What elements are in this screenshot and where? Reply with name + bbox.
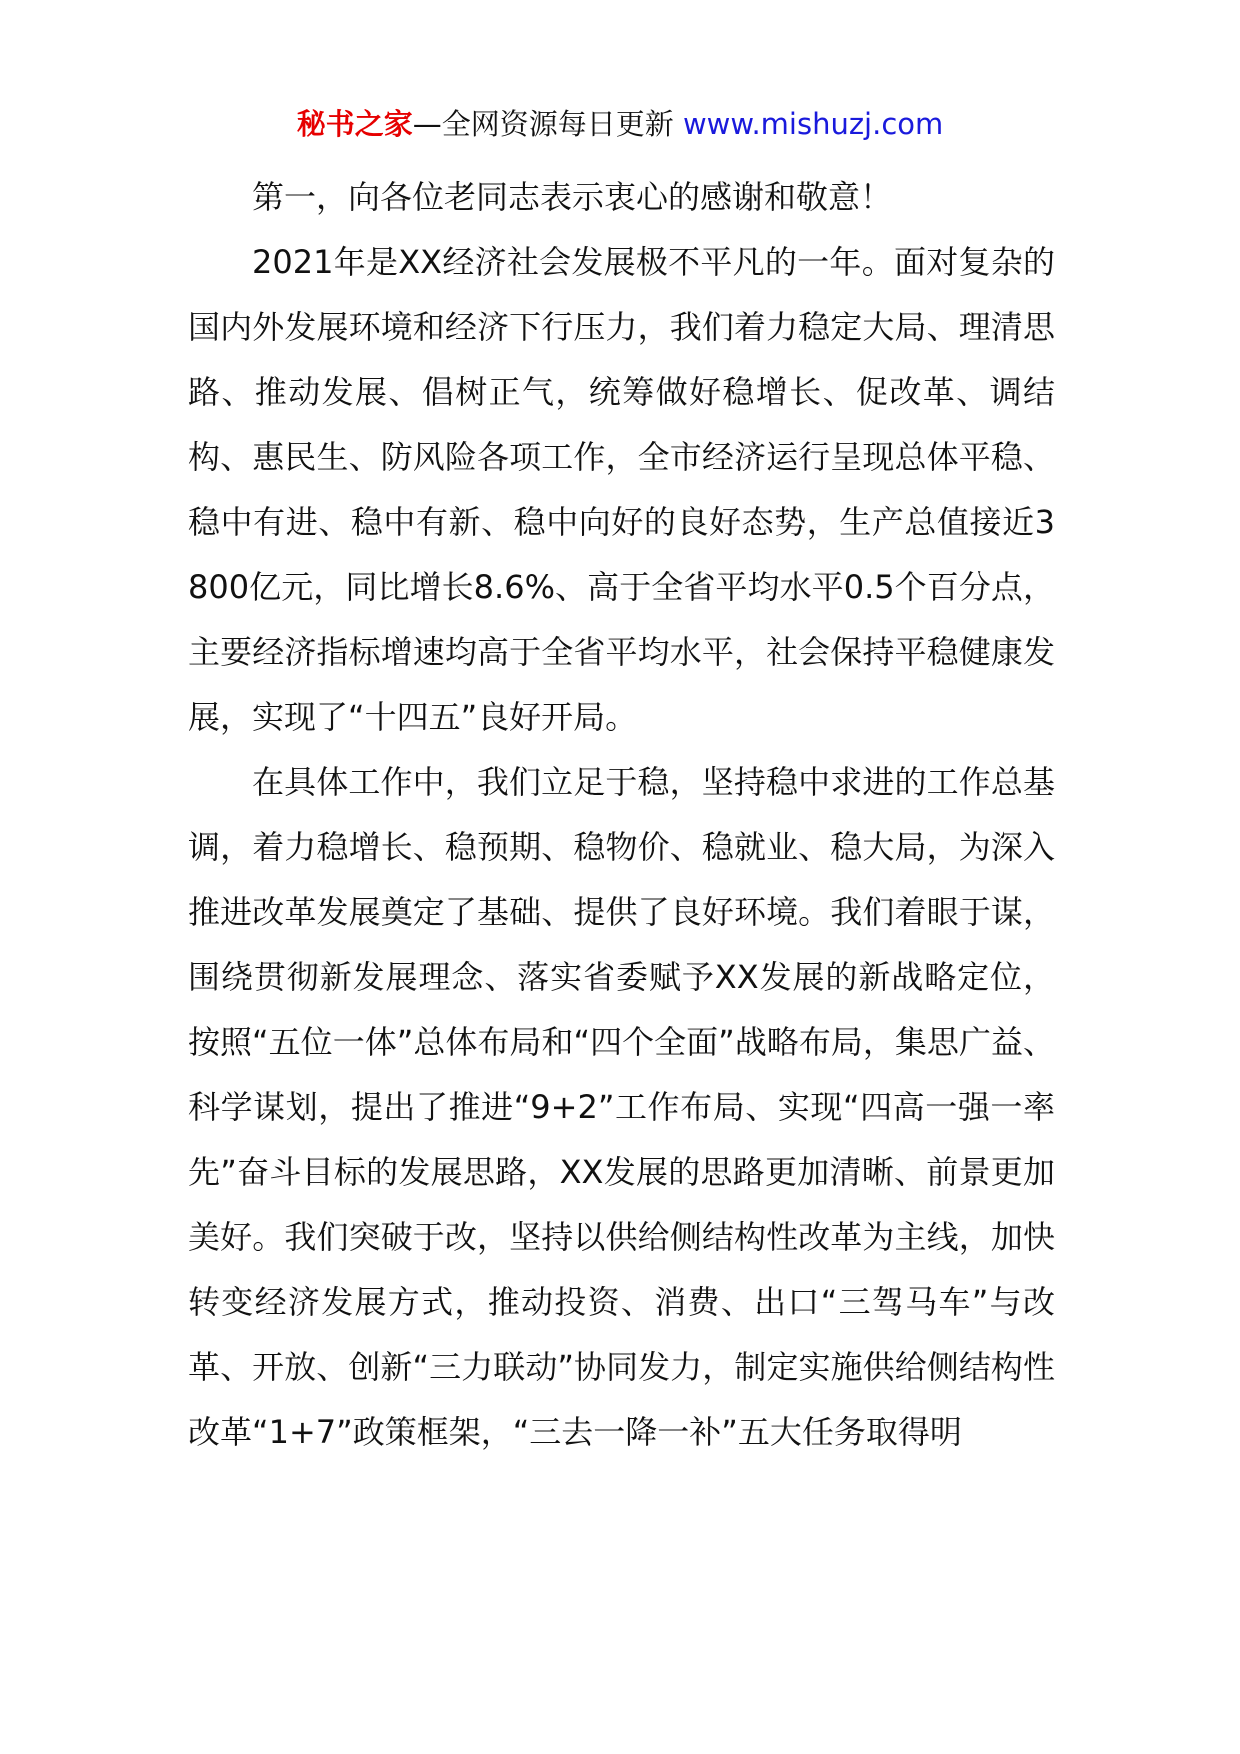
site-url-link[interactable]: www.mishuzj.com bbox=[682, 107, 944, 141]
paragraph-2: 2021年是XX经济社会发展极不平凡的一年。面对复杂的国内外发展环境和经济下行压力，我们着力稳定大局、理清思路、推动发展、倡树正气，统筹做好稳增长、促改革、调结构、惠民生、防风险各项工作，全市经济运行呈现总体平稳、稳中有进、稳中有新、稳中向好的良好态势，生产总值接近3800亿元，同比增长8.6%、高于全省平均水平0.5个百分点，主要经济指标增速均高于全省平均水平，社会保持平稳健康发展，实现了“十四五”良好开局。 bbox=[188, 243, 1055, 736]
paragraph-1: 第一，向各位老同志表示衷心的感谢和敬意！ bbox=[252, 178, 893, 216]
paragraph-3: 在具体工作中，我们立足于稳，坚持稳中求进的工作总基调，着力稳增长、稳预期、稳物价、稳就业、稳大局，为深入推进改革发展奠定了基础、提供了良好环境。我们着眼于谋，围绕贯彻新发展理念、落实省委赋予XX发展的新战略定位，按照“五位一体”总体布局和“四个全面”战略布局，集思广益、科学谋划，提出了推进“9+2”工作布局、实现“四高一强一率先”奋斗目标的发展思路，XX发展的思路更加清晰、前景更加美好。我们突破于改，坚持以供给侧结构性改革为主线，加快转变经济发展方式，推动投资、消费、出口“三驾马车”与改革、开放、创新“三力联动”协同发力，制定实施供给侧结构性改革“1+7”政策框架，“三去一降一补”五大任务取得明 bbox=[188, 763, 1055, 1451]
page-header bbox=[0, 104, 1240, 144]
header-tagline: —全网资源每日更新 bbox=[412, 107, 674, 141]
document-body bbox=[188, 165, 1055, 1465]
brand-name: 秘书之家 bbox=[296, 107, 413, 141]
